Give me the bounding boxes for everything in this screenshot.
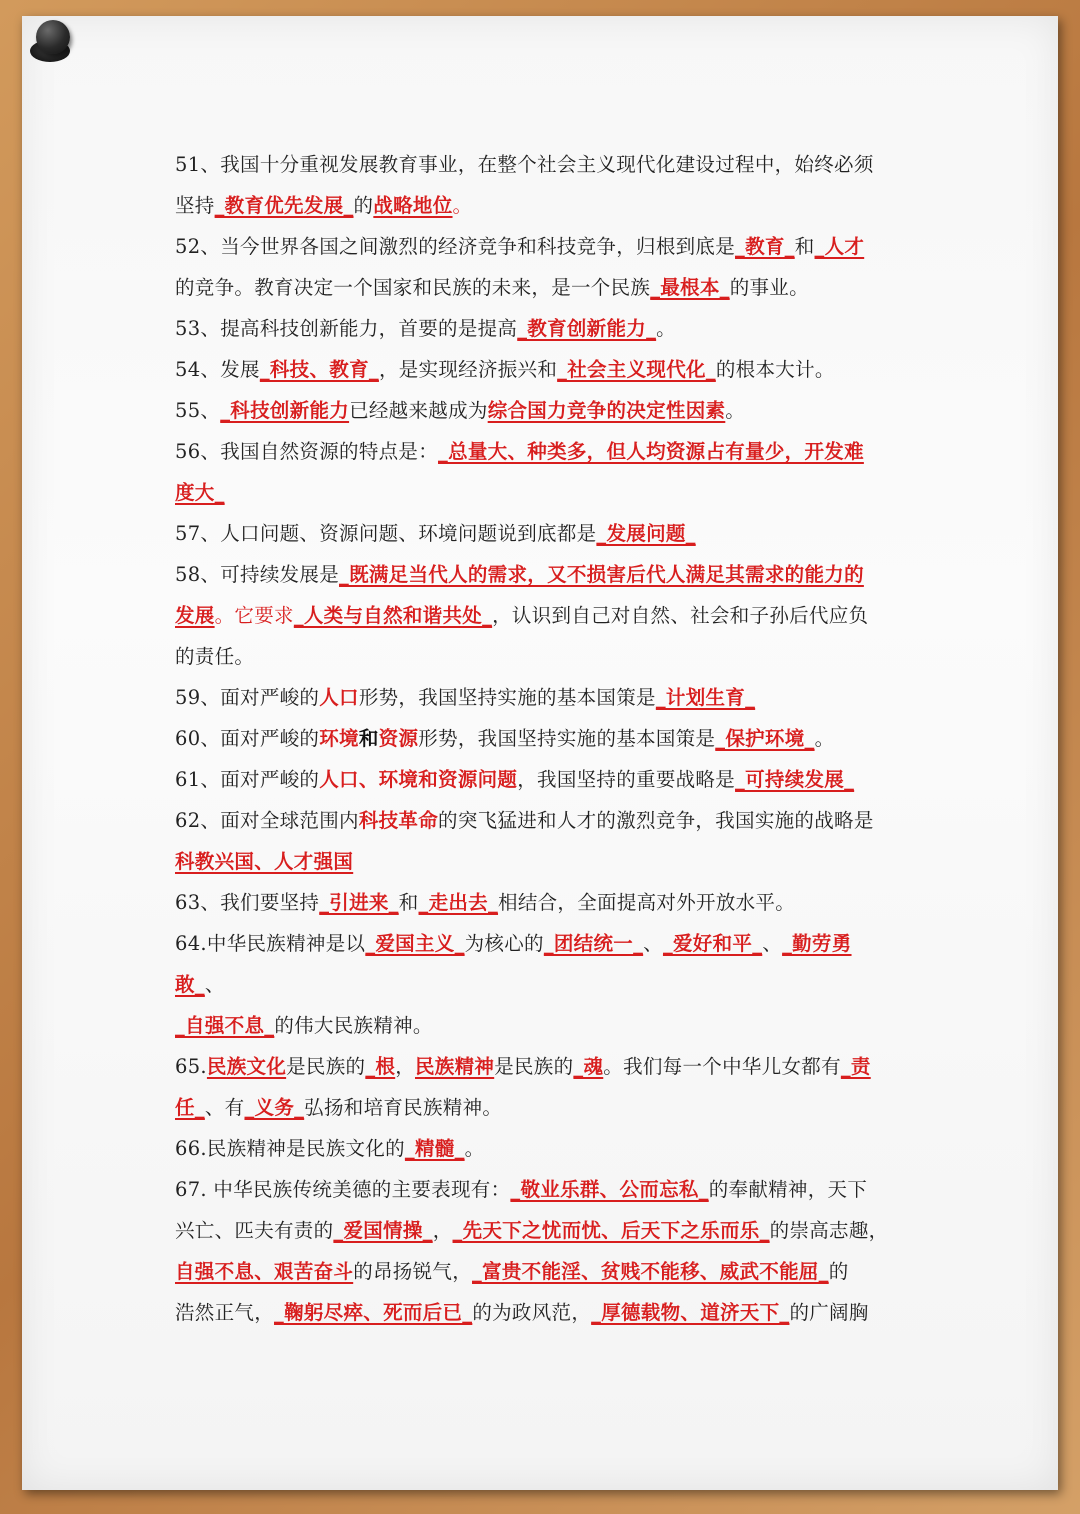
body-text: 66.民族精神是民族文化的 — [175, 1137, 405, 1160]
text-line — [175, 636, 910, 677]
answer-text: 民族文化 — [206, 1055, 287, 1078]
answer-text: _自强不息_ — [175, 1014, 275, 1037]
text-line — [175, 1210, 910, 1251]
body-text: 弘扬和培育民族精神。 — [304, 1096, 503, 1119]
text-line — [175, 1046, 910, 1087]
text-line — [175, 1251, 910, 1292]
body-text: 58、可持续发展是 — [175, 563, 340, 586]
text-line — [175, 800, 910, 841]
text-line — [175, 923, 910, 964]
body-text: 是民族的 — [494, 1055, 574, 1078]
body-text: ， — [395, 1055, 415, 1078]
answer-text: _科技创新能力 — [220, 399, 350, 422]
highlight-text: 科技革命 — [358, 809, 439, 832]
body-text: 的责任。 — [175, 645, 255, 668]
answer-text: 战略地位 — [373, 194, 453, 217]
highlight-text: 环境 — [319, 727, 359, 750]
body-text: 和 — [794, 235, 815, 258]
answer-text: 科教兴国、人才强国 — [175, 850, 354, 873]
body-text: 61、面对严峻的 — [175, 768, 320, 791]
answer-text: 度大_ — [175, 481, 225, 504]
answer-text: 民族精神 — [415, 1055, 495, 1078]
answer-text: _教育_ — [735, 235, 795, 258]
text-line — [175, 554, 910, 595]
body-text: 的伟大民族精神。 — [274, 1014, 433, 1037]
body-text: ， — [432, 1219, 453, 1242]
answer-text: _敬业乐群、公而忘私_ — [510, 1178, 709, 1201]
body-text: 浩然正气， — [175, 1301, 275, 1324]
body-text: 的突飞猛进和人才的激烈竞争，我国实施的战略是 — [438, 809, 874, 832]
body-text: 、 — [643, 932, 663, 955]
body-text: 51、我国十分重视发展教育事业，在整个社会主义现代化建设过程中，始终必须 — [175, 153, 874, 176]
body-text: 、 — [204, 973, 225, 996]
answer-text: _义务_ — [244, 1096, 305, 1119]
body-text: 的奉献精神，天下 — [708, 1178, 868, 1201]
answer-text: _教育创新能力_ — [517, 317, 657, 340]
text-line — [175, 718, 910, 759]
body-text: ，是实现经济振兴和 — [378, 358, 558, 381]
body-text: 、有 — [204, 1096, 245, 1119]
body-text: 的为政风范， — [472, 1301, 592, 1324]
body-text: 52、当今世界各国之间激烈的经济竞争和科技竞争，归根到底是 — [175, 235, 736, 258]
text-line — [175, 513, 910, 554]
body-text: 相结合，全面提高对外开放水平。 — [498, 891, 796, 914]
body-text: 64.中华民族精神是以 — [175, 932, 366, 955]
answer-text: _爱好和平_ — [662, 932, 763, 955]
text-line — [175, 226, 910, 267]
body-text: 形势，我国坚持实施的基本国策是 — [418, 727, 716, 750]
body-text: 的广阔胸 — [789, 1301, 869, 1324]
answer-text: _爱国情操_ — [333, 1219, 433, 1242]
body-text: 的 — [828, 1260, 849, 1283]
body-text: 67. 中华民族传统美德的主要表现有： — [175, 1178, 511, 1201]
body-text: 的根本大计。 — [715, 358, 835, 381]
answer-text: _既满足当代人的需求，又不损害后代人满足其需求的能力的 — [339, 563, 864, 586]
highlight-text: 资源 — [378, 727, 419, 750]
body-text: 59、面对严峻的 — [175, 686, 320, 709]
body-text: 的竞争。教育决定一个国家和民族的未来，是一个民族 — [175, 276, 651, 299]
body-text: 56、我国自然资源的特点是： — [175, 440, 439, 463]
answer-text: _勤劳勇 — [782, 932, 852, 955]
answer-text: _魂 — [573, 1055, 604, 1078]
text-line — [175, 1005, 910, 1046]
text-line — [175, 144, 910, 185]
answer-text: 任_ — [175, 1096, 205, 1119]
text-line — [175, 841, 910, 882]
answer-text: _鞠躬尽瘁、死而后已_ — [274, 1301, 473, 1324]
body-text: 。 — [814, 727, 835, 750]
body-text: 的昂扬锐气， — [353, 1260, 473, 1283]
answer-text: _总量大、种类多，但人均资源占有量少，开发难 — [438, 440, 864, 463]
answer-text: _最根本_ — [650, 276, 730, 299]
text-line — [175, 759, 910, 800]
answer-text: _人类与自然和谐共处_ — [293, 604, 493, 627]
body-text: 为核心的 — [464, 932, 544, 955]
body-text: 。 — [464, 1137, 485, 1160]
highlight-text: 人口 — [319, 686, 359, 709]
text-line — [175, 431, 910, 472]
pushpin-icon — [30, 18, 74, 66]
answer-text: 发展 — [175, 604, 215, 627]
answer-text: 自强不息、艰苦奋斗 — [175, 1260, 354, 1283]
answer-text: _可持续发展_ — [735, 768, 855, 791]
text-line — [175, 267, 910, 308]
body-text: 和 — [358, 727, 379, 750]
answer-text: _人才 — [814, 235, 865, 258]
body-text: 、 — [762, 932, 783, 955]
body-text: 和 — [398, 891, 419, 914]
answer-text: _计划生育_ — [655, 686, 756, 709]
body-text: ，认识到自己对自然、社会和子孙后代应负 — [492, 604, 869, 627]
text-line — [175, 964, 910, 1005]
body-text: 兴亡、匹夫有责的 — [175, 1219, 334, 1242]
body-text: 坚持 — [175, 194, 215, 217]
answer-text: _社会主义现代化_ — [557, 358, 716, 381]
text-line — [175, 308, 910, 349]
document-body — [175, 144, 910, 1333]
text-line — [175, 1087, 910, 1128]
body-text: 形势，我国坚持实施的基本国策是 — [358, 686, 656, 709]
answer-text: _爱国主义_ — [365, 932, 465, 955]
body-text: 已经越来越成为 — [349, 399, 488, 422]
highlight-text: 。 — [452, 194, 473, 217]
answer-text: _责 — [840, 1055, 871, 1078]
answer-text: _教育优先发展_ — [214, 194, 354, 217]
answer-text: _先天下之忧而忧、后天下之乐而乐_ — [452, 1219, 770, 1242]
body-text: 65. — [175, 1055, 207, 1078]
answer-text: 敢_ — [175, 973, 205, 996]
body-text: 63、我们要坚持 — [175, 891, 320, 914]
body-text: 54、发展 — [175, 358, 260, 381]
highlight-text: 人口、环境和资源问题 — [319, 768, 518, 791]
text-line — [175, 1292, 910, 1333]
text-line — [175, 349, 910, 390]
body-text: 是民族的 — [286, 1055, 366, 1078]
body-text: 的崇高志趣， — [769, 1219, 889, 1242]
body-text: 53、提高科技创新能力，首要的是提高 — [175, 317, 518, 340]
answer-text: _科技、教育_ — [259, 358, 379, 381]
text-line — [175, 882, 910, 923]
answer-text: _精髓_ — [404, 1137, 465, 1160]
body-text: 。 — [725, 399, 746, 422]
body-text: 62、面对全球范围内 — [175, 809, 359, 832]
body-text: ，我国坚持的重要战略是 — [517, 768, 736, 791]
highlight-text: 。它要求 — [214, 604, 294, 627]
body-text: 的事业。 — [729, 276, 809, 299]
answer-text: _保护环境_ — [715, 727, 815, 750]
text-line — [175, 185, 910, 226]
body-text: 60、面对严峻的 — [175, 727, 320, 750]
answer-text: _走出去_ — [418, 891, 499, 914]
text-line — [175, 677, 910, 718]
answer-text: _团结统一_ — [543, 932, 644, 955]
answer-text: _富贵不能淫、贫贱不能移、威武不能屈_ — [472, 1260, 829, 1283]
text-line — [175, 390, 910, 431]
answer-text: _根 — [365, 1055, 396, 1078]
text-line — [175, 595, 910, 636]
text-line — [175, 1128, 910, 1169]
body-text: 55、 — [175, 399, 221, 422]
body-text: 57、人口问题、资源问题、环境问题说到底都是 — [175, 522, 597, 545]
answer-text: _引进来_ — [319, 891, 399, 914]
answer-text: _发展问题_ — [596, 522, 696, 545]
text-line — [175, 1169, 910, 1210]
answer-text: 综合国力竞争的决定性因素 — [487, 399, 726, 422]
answer-text: _厚德载物、道济天下_ — [591, 1301, 790, 1324]
body-text: 的 — [353, 194, 374, 217]
body-text: 。 — [656, 317, 676, 340]
body-text: 。我们每一个中华儿女都有 — [603, 1055, 841, 1078]
text-line — [175, 472, 910, 513]
